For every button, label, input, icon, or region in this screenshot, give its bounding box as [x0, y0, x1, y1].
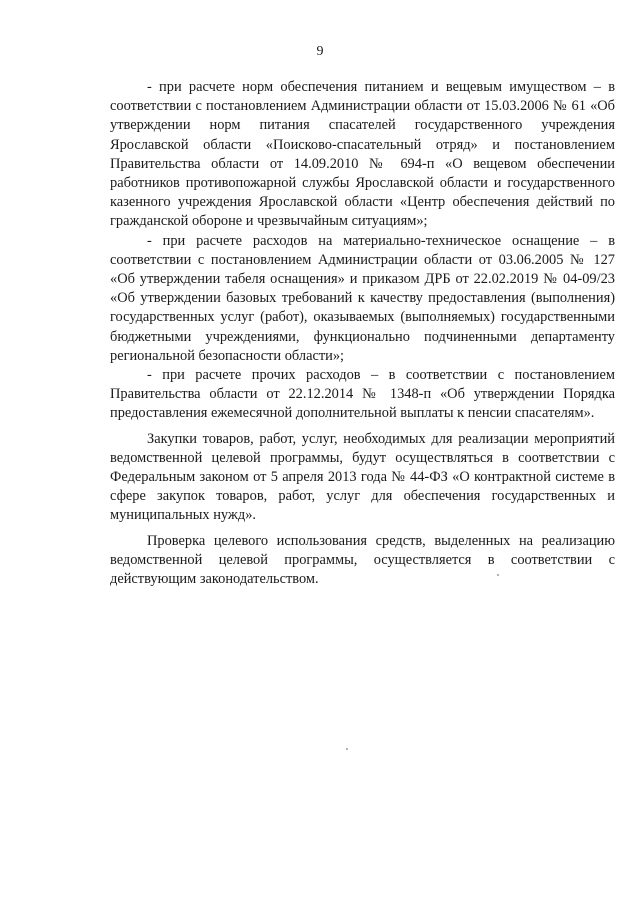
paragraph-other-expenses: - при расчете прочих расходов – в соответствии с постановлением Правительства области от 22.12.2014 № 1348-п «Об утверждении Порядка предоставления ежемесячной дополнительной выплаты к пенсии спасателям».	[110, 367, 615, 422]
paragraph-funds-control: Проверка целевого использования средств, выделенных на реализацию ведомственной целевой программы, осуществляется в соответствии с действующим законодательством.	[110, 532, 615, 588]
paragraph-procurement: Закупки товаров, работ, услуг, необходимых для реализации мероприятий ведомственной целевой программы, будут осуществляться в соответствии с Федеральным законом от 5 апреля 2013 года № 44-ФЗ «О контрактной системе в сфере закупок товаров, работ, услуг для обеспечения государственных и муниципальных нужд».	[110, 430, 615, 524]
paragraph-nutrition-clothing-norms: - при расчете норм обеспечения питанием и вещевым имуществом – в соответствии с постановлением Администрации области от 15.03.2006 № 61 «Об утверждении норм питания спасателей государственного учреждения Ярославской области «Поисково-спасательный отряд» и постановлением Правительства области от 14.09.2010 № 694-п «О вещевом обеспечении работников противопожарной службы Ярославской области и государственного казенного учреждения Ярославской области «Центр обеспечения действий по гражданской обороне и чрезвычайным ситуациям»;	[110, 79, 615, 230]
scan-speck	[346, 748, 348, 750]
paragraph-material-equipment: - при расчете расходов на материально-техническое оснащение – в соответствии с постановлением Администрации области от 03.06.2005 № 127 «Об утверждении табеля оснащения» и приказом ДРБ от 22.02.2019 № 04-09/23 «Об утверждении базовых требований к качеству предоставления (выполнения) государственных услуг (работ), оказываемых (выполняемых) государственными бюджетными учреждениями, функционально подчиненными департаменту региональной безопасности области»;	[110, 232, 615, 364]
document-body	[110, 78, 615, 589]
scan-speck	[497, 574, 499, 576]
page-number: 9	[316, 44, 324, 59]
